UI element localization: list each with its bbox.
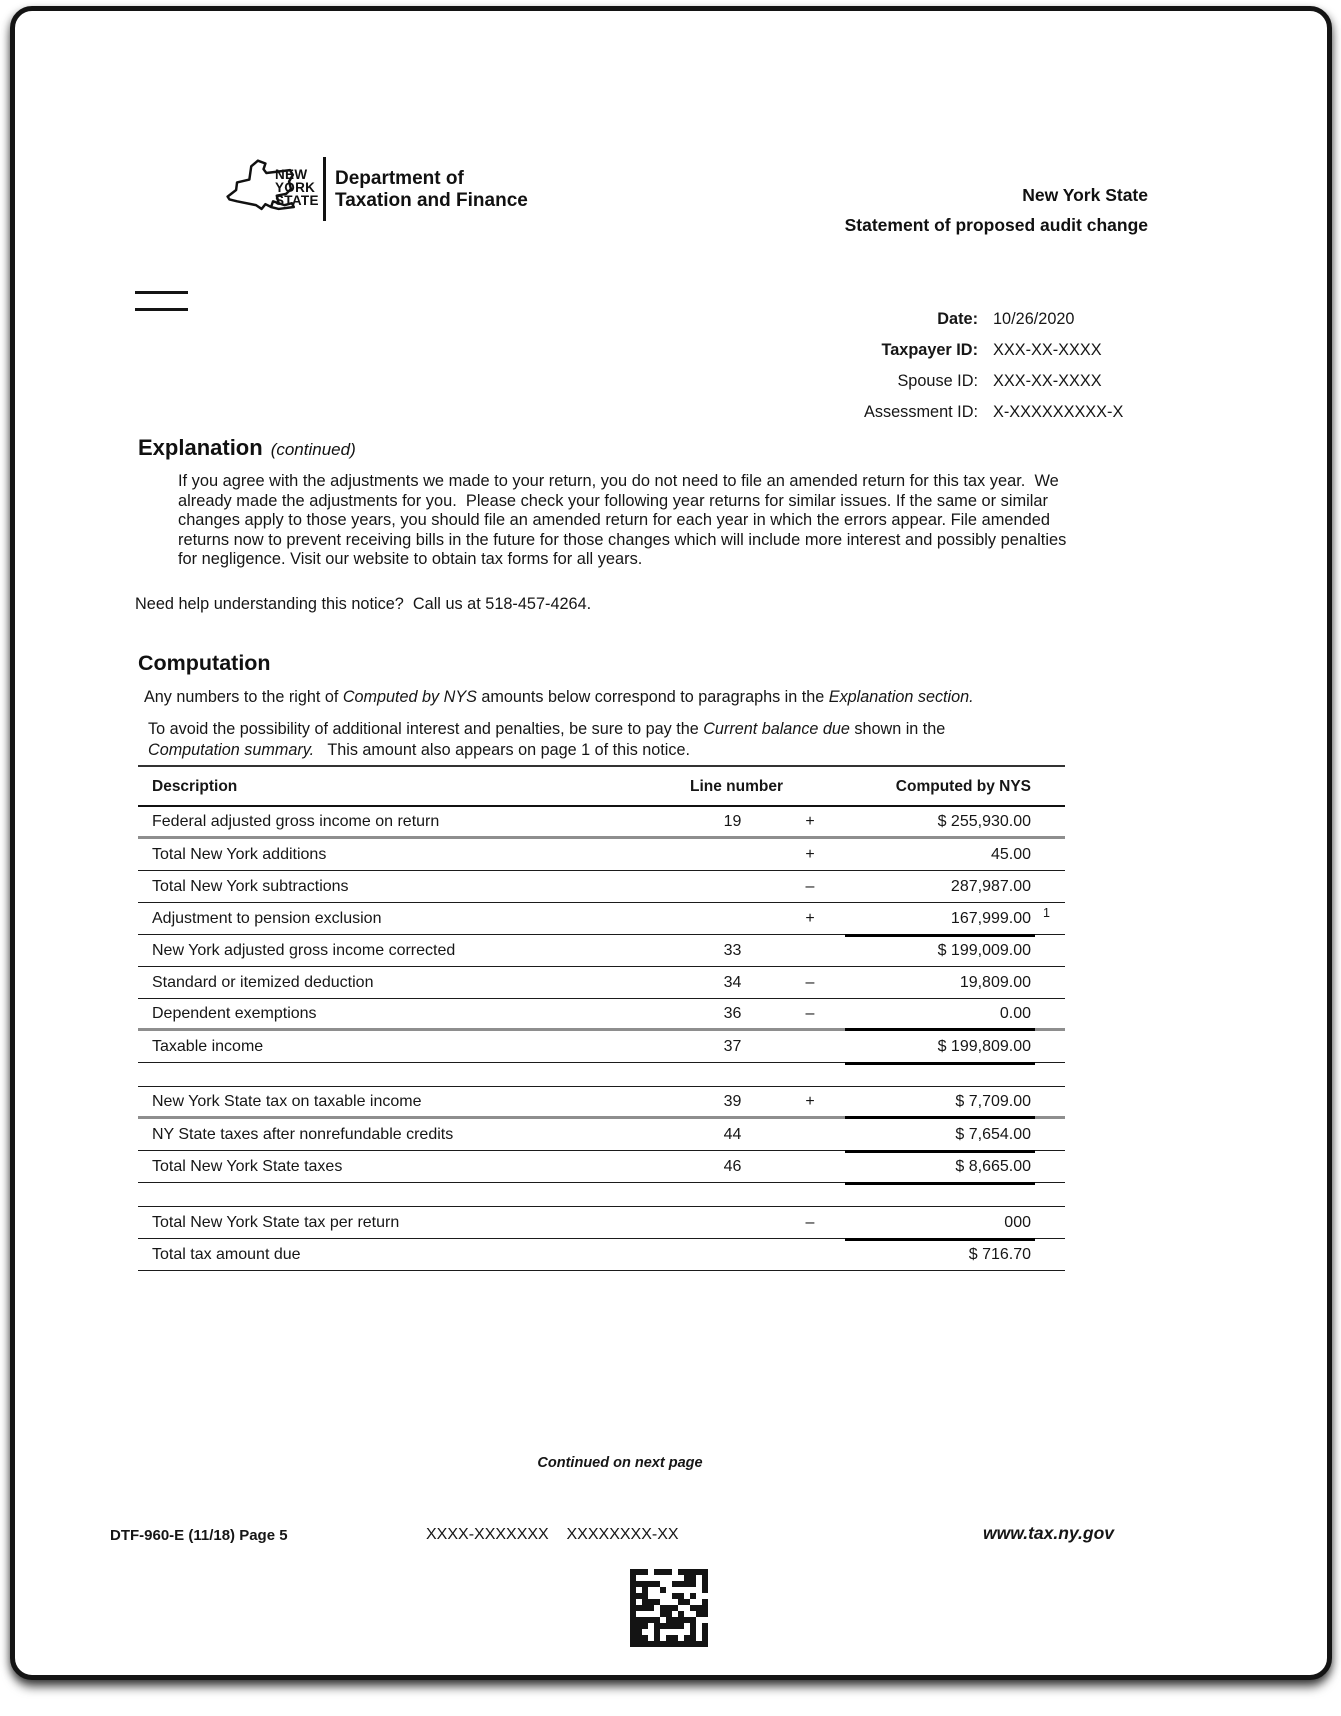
data-matrix-barcode-icon (630, 1569, 708, 1647)
table-row (138, 999, 1065, 1031)
table-row (138, 807, 1065, 839)
row-note-superscript (1035, 839, 1065, 842)
row-description: Total New York State tax per return (152, 1213, 400, 1231)
table-row (138, 935, 1065, 967)
text-run: Any numbers to the right of (144, 688, 343, 706)
meta-value: 10/26/2020 (993, 310, 1075, 328)
row-amount: $ 7,654.00 (955, 1125, 1031, 1143)
row-sign: + (805, 1092, 815, 1110)
logo-divider (323, 157, 326, 221)
row-note-superscript (1035, 1031, 1065, 1034)
row-line-number: 46 (723, 1157, 742, 1175)
meta-value: XXX-XX-XXXX (993, 372, 1102, 390)
table-row (138, 1119, 1065, 1151)
document-title: Statement of proposed audit change (844, 215, 1148, 235)
row-amount: $ 199,009.00 (937, 941, 1031, 959)
text-run: amounts below correspond to paragraphs in the (476, 688, 829, 706)
computation-table (138, 765, 1065, 1271)
row-amount: $ 716.70 (968, 1245, 1031, 1263)
row-note-superscript (1035, 1119, 1065, 1122)
explanation-heading-text: Explanation (138, 435, 263, 460)
row-note-superscript (1035, 807, 1065, 810)
table-row (138, 1151, 1065, 1183)
row-sign: + (805, 909, 815, 927)
computation-intro-2 (148, 719, 1008, 761)
row-line-number: 36 (723, 1004, 742, 1022)
row-description: Federal adjusted gross income on return (152, 812, 440, 830)
row-line-number: 34 (723, 973, 742, 991)
logo-state-name-line: YORK (275, 180, 316, 195)
table-spacer-row (138, 1063, 1065, 1087)
header-description: Description (152, 778, 238, 795)
agency-name: New York State (1022, 185, 1148, 205)
text-run: shown in the (849, 720, 950, 738)
row-description: New York State tax on taxable income (152, 1092, 422, 1110)
meta-label: Date: (937, 310, 978, 328)
meta-value: XXX-XX-XXXX (993, 341, 1102, 359)
row-description: Total New York additions (152, 845, 327, 863)
logo-state-name-line: NEW (275, 167, 308, 182)
table-row (138, 967, 1065, 999)
table-row (138, 1239, 1065, 1271)
logo-state-name (275, 168, 319, 207)
notice-meta-block (763, 304, 1163, 428)
row-amount: $ 7,709.00 (955, 1092, 1031, 1110)
computation-heading: Computation (138, 651, 271, 675)
row-amount: $ 8,665.00 (955, 1157, 1031, 1175)
meta-row (763, 397, 1163, 428)
row-description: Adjustment to pension exclusion (152, 909, 382, 927)
row-note-superscript (1035, 871, 1065, 874)
row-sign: + (805, 812, 815, 830)
row-amount: 19,809.00 (959, 973, 1031, 991)
italic-term: Computed by NYS (342, 688, 477, 706)
row-line-number: 37 (723, 1037, 742, 1055)
italic-term: Explanation section. (828, 688, 974, 706)
row-line-number: 19 (723, 812, 742, 830)
table-row (138, 1207, 1065, 1239)
audit-statement-page (10, 6, 1332, 1680)
redaction-dash (135, 291, 188, 294)
row-note-superscript (1035, 935, 1065, 938)
meta-label: Spouse ID: (897, 372, 978, 390)
row-description: Total New York subtractions (152, 877, 349, 895)
row-amount: 167,999.00 (950, 909, 1031, 927)
row-amount: 45.00 (990, 845, 1031, 863)
row-note-superscript (1035, 1239, 1065, 1242)
meta-row (763, 335, 1163, 366)
nys-tax-logo (223, 155, 553, 227)
row-line-number: 44 (723, 1125, 742, 1143)
reference-numbers: XXXX-XXXXXXX XXXXXXXX-XX (426, 1526, 679, 1543)
form-id-page-number: DTF-960-E (11/18) Page 5 (110, 1527, 288, 1544)
computation-table-header (138, 767, 1065, 807)
row-note-superscript (1035, 967, 1065, 970)
explanation-continued-note: (continued) (270, 440, 356, 459)
row-note-superscript (1035, 999, 1065, 1002)
row-amount: 287,987.00 (950, 877, 1031, 895)
table-row (138, 839, 1065, 871)
computation-intro-1 (144, 687, 1104, 707)
row-line-number: 33 (723, 941, 742, 959)
help-line: Need help understanding this notice? Call us at 518-457-4264. (135, 595, 592, 613)
meta-row (763, 366, 1163, 397)
table-row (138, 871, 1065, 903)
header-line-number: Line number (690, 778, 784, 795)
header-computed-by-nys: Computed by NYS (895, 778, 1031, 795)
row-sign: – (805, 1213, 815, 1231)
explanation-paragraph: If you agree with the adjustments we made to your return, you do not need to file an amended return for this tax year. We already made the adjustments for you. Please check your following year returns for similar issues. If the same or similar changes apply to those years, you should file an amended return for each year in which the errors appear. File amended returns now to prevent receiving bills in the future for those changes which will include more interest and possibly penalties for negligence. Visit our website to obtain tax forms for all years. (178, 472, 1071, 569)
row-note-superscript: 1 (1043, 906, 1050, 920)
table-row (138, 903, 1065, 935)
row-sign: – (805, 877, 815, 895)
header-note-spacer (1035, 767, 1065, 770)
table-row (138, 1087, 1065, 1119)
table-spacer-row (138, 1183, 1065, 1207)
row-amount: $ 255,930.00 (937, 812, 1031, 830)
logo-state-name-line: STATE (275, 193, 319, 208)
row-description: Taxable income (152, 1037, 264, 1055)
row-description: Standard or itemized deduction (152, 973, 374, 991)
italic-term: Current balance due (703, 720, 850, 738)
explanation-heading (138, 435, 356, 461)
row-amount: 000 (1004, 1213, 1031, 1231)
row-description: New York adjusted gross income corrected (152, 941, 456, 959)
italic-term: Computation summary. (148, 741, 315, 759)
logo-department-name (335, 168, 528, 212)
meta-value: X-XXXXXXXXX-X (993, 403, 1124, 421)
computation-table-body (138, 807, 1065, 1271)
meta-row (763, 304, 1163, 335)
row-description: Total tax amount due (152, 1245, 301, 1263)
row-note-superscript (1035, 1207, 1065, 1210)
text-run: This amount also appears on page 1 of this notice. (314, 741, 690, 759)
redaction-dash (135, 308, 188, 311)
row-sign: + (805, 845, 815, 863)
meta-label: Assessment ID: (863, 403, 978, 421)
row-sign: – (805, 1004, 815, 1022)
text-run: To avoid the possibility of additional interest and penalties, be sure to pay the (148, 720, 704, 738)
continued-note: Continued on next page (537, 1455, 703, 1471)
row-line-number: 39 (723, 1092, 742, 1110)
row-amount: 0.00 (999, 1004, 1031, 1022)
row-description: Dependent exemptions (152, 1004, 317, 1022)
document-title-block (845, 180, 1148, 240)
row-note-superscript (1035, 1087, 1065, 1090)
logo-department-line: Taxation and Finance (335, 190, 528, 211)
row-description: NY State taxes after nonrefundable credits (152, 1125, 454, 1143)
row-amount: $ 199,809.00 (937, 1037, 1031, 1055)
meta-label: Taxpayer ID: (881, 341, 978, 359)
row-sign: – (805, 973, 815, 991)
website-url: www.tax.ny.gov (983, 1523, 1114, 1543)
table-row (138, 1031, 1065, 1063)
row-note-superscript (1035, 1151, 1065, 1154)
logo-department-line: Department of (335, 168, 464, 189)
row-description: Total New York State taxes (152, 1157, 343, 1175)
